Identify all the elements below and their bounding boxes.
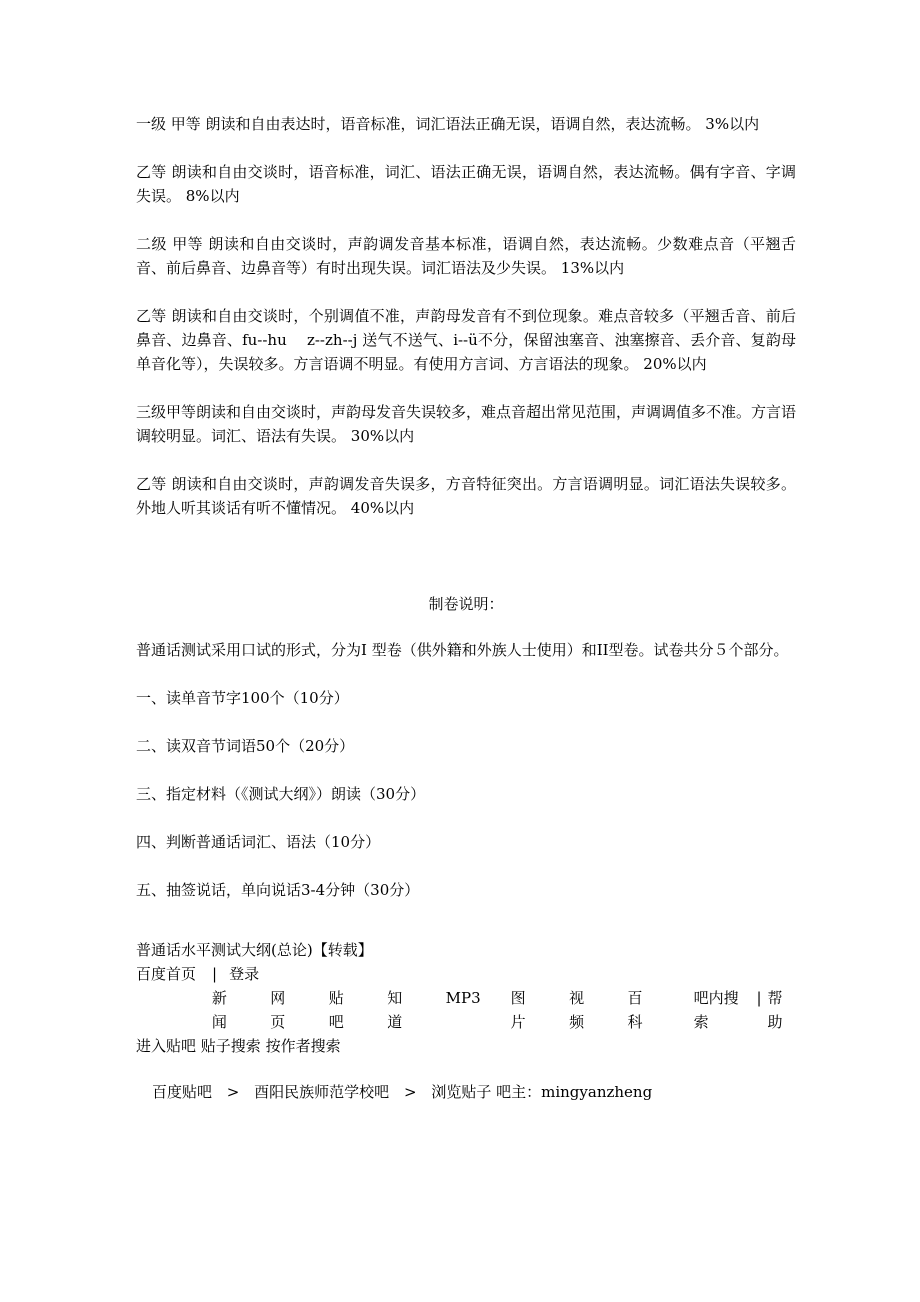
intro-paragraph: 普通话测试采用口试的形式，分为Ⅰ 型卷（供外籍和外族人士使用）和ⅠⅠ型卷。试卷共分５个部分。 xyxy=(136,641,789,659)
forum-owner-link[interactable]: mingyanzheng xyxy=(541,1083,653,1101)
menu-item-video[interactable]: 视频 xyxy=(569,989,585,1031)
breadcrumb-forum[interactable]: 酉阳民族师范学校吧 xyxy=(254,1083,390,1101)
menu-item-zhidao[interactable]: 知道 xyxy=(387,989,403,1031)
forum-actions xyxy=(136,1034,796,1058)
nav-separator: | xyxy=(212,965,218,983)
product-menu xyxy=(136,986,796,1034)
post-search-link[interactable]: 贴子搜索 xyxy=(200,1037,261,1055)
exam-part-5: 五、抽签说话，单向说话3-4分钟（30分） xyxy=(136,881,420,899)
help-link[interactable]: 帮助 xyxy=(767,989,783,1031)
breadcrumb xyxy=(136,1080,796,1104)
breadcrumb-separator: > xyxy=(226,1083,240,1101)
breadcrumb-current: 浏览贴子 xyxy=(431,1083,492,1101)
document-page xyxy=(136,112,796,1104)
menu-separator: | xyxy=(756,989,762,1007)
spacer xyxy=(136,544,796,592)
menu-item-images[interactable]: 图片 xyxy=(510,989,526,1031)
author-search-link[interactable]: 按作者搜索 xyxy=(265,1037,341,1055)
grade-2b-paragraph: 乙等 朗读和自由交谈时，个别调值不准，声韵母发音有不到位现象。难点音较多（平翘舌音、前后鼻音、边鼻音、fu--hu z--zh--j 送气不送气、i--ü不分，保留浊塞音、浊塞擦音、丢介音、复韵母单音化等），失误较多。方言语调不明显。有使用方言词、方言语法的现象。 20%以内 xyxy=(136,307,796,373)
grade-3b-paragraph: 乙等 朗读和自由交谈时，声韵调发音失误多，方音特征突出。方言语调明显。词汇语法失误较多。外地人听其谈话有听不懂情况。 40%以内 xyxy=(136,475,796,517)
grade-3a-paragraph: 三级甲等朗读和自由交谈时，声韵母发音失误较多，难点音超出常见范围，声调调值多不准。方言语调较明显。词汇、语法有失误。 30%以内 xyxy=(136,403,797,445)
inside-search-link[interactable]: 吧内搜索 xyxy=(693,989,739,1031)
menu-item-news[interactable]: 新闻 xyxy=(211,989,227,1031)
login-link[interactable]: 登录 xyxy=(229,965,260,983)
forum-owner-label: 吧主： xyxy=(496,1083,542,1101)
grade-2a-paragraph: 二级 甲等 朗读和自由交谈时，声韵调发音基本标准，语调自然，表达流畅。少数难点音（平翘舌音、前后鼻音、边鼻音等）有时出现失误。词汇语法及少失误。 13%以内 xyxy=(136,235,796,277)
exam-part-4: 四、判断普通话词汇、语法（10分） xyxy=(136,833,381,851)
exam-part-1: 一、读单音节字100个（10分） xyxy=(136,689,349,707)
post-title: 普通话水平测试大纲(总论)【转载】 xyxy=(136,941,373,959)
enter-forum-link[interactable]: 进入贴吧 xyxy=(136,1037,197,1055)
breadcrumb-tieba[interactable]: 百度贴吧 xyxy=(152,1083,213,1101)
menu-item-mp3[interactable]: MP3 xyxy=(445,989,481,1007)
baidu-home-link[interactable]: 百度首页 xyxy=(136,965,197,983)
menu-item-web[interactable]: 网页 xyxy=(270,989,286,1031)
breadcrumb-separator: > xyxy=(403,1083,417,1101)
menu-item-baike[interactable]: 百科 xyxy=(627,989,643,1031)
exam-part-3: 三、指定材料（《测试大纲》）朗读（30分） xyxy=(136,785,426,803)
menu-item-tieba[interactable]: 贴吧 xyxy=(328,989,344,1031)
top-nav xyxy=(136,962,796,986)
grade-1a-paragraph: 一级 甲等 朗读和自由表达时，语音标准，词汇语法正确无误，语调自然，表达流畅。 3%以内 xyxy=(136,115,760,133)
exam-part-2: 二、读双音节词语50个（20分） xyxy=(136,737,355,755)
grade-1b-paragraph: 乙等 朗读和自由交谈时，语音标准，词汇、语法正确无误，语调自然，表达流畅。偶有字音、字调失误。 8%以内 xyxy=(136,163,796,205)
section-heading: 制卷说明： xyxy=(428,595,504,613)
